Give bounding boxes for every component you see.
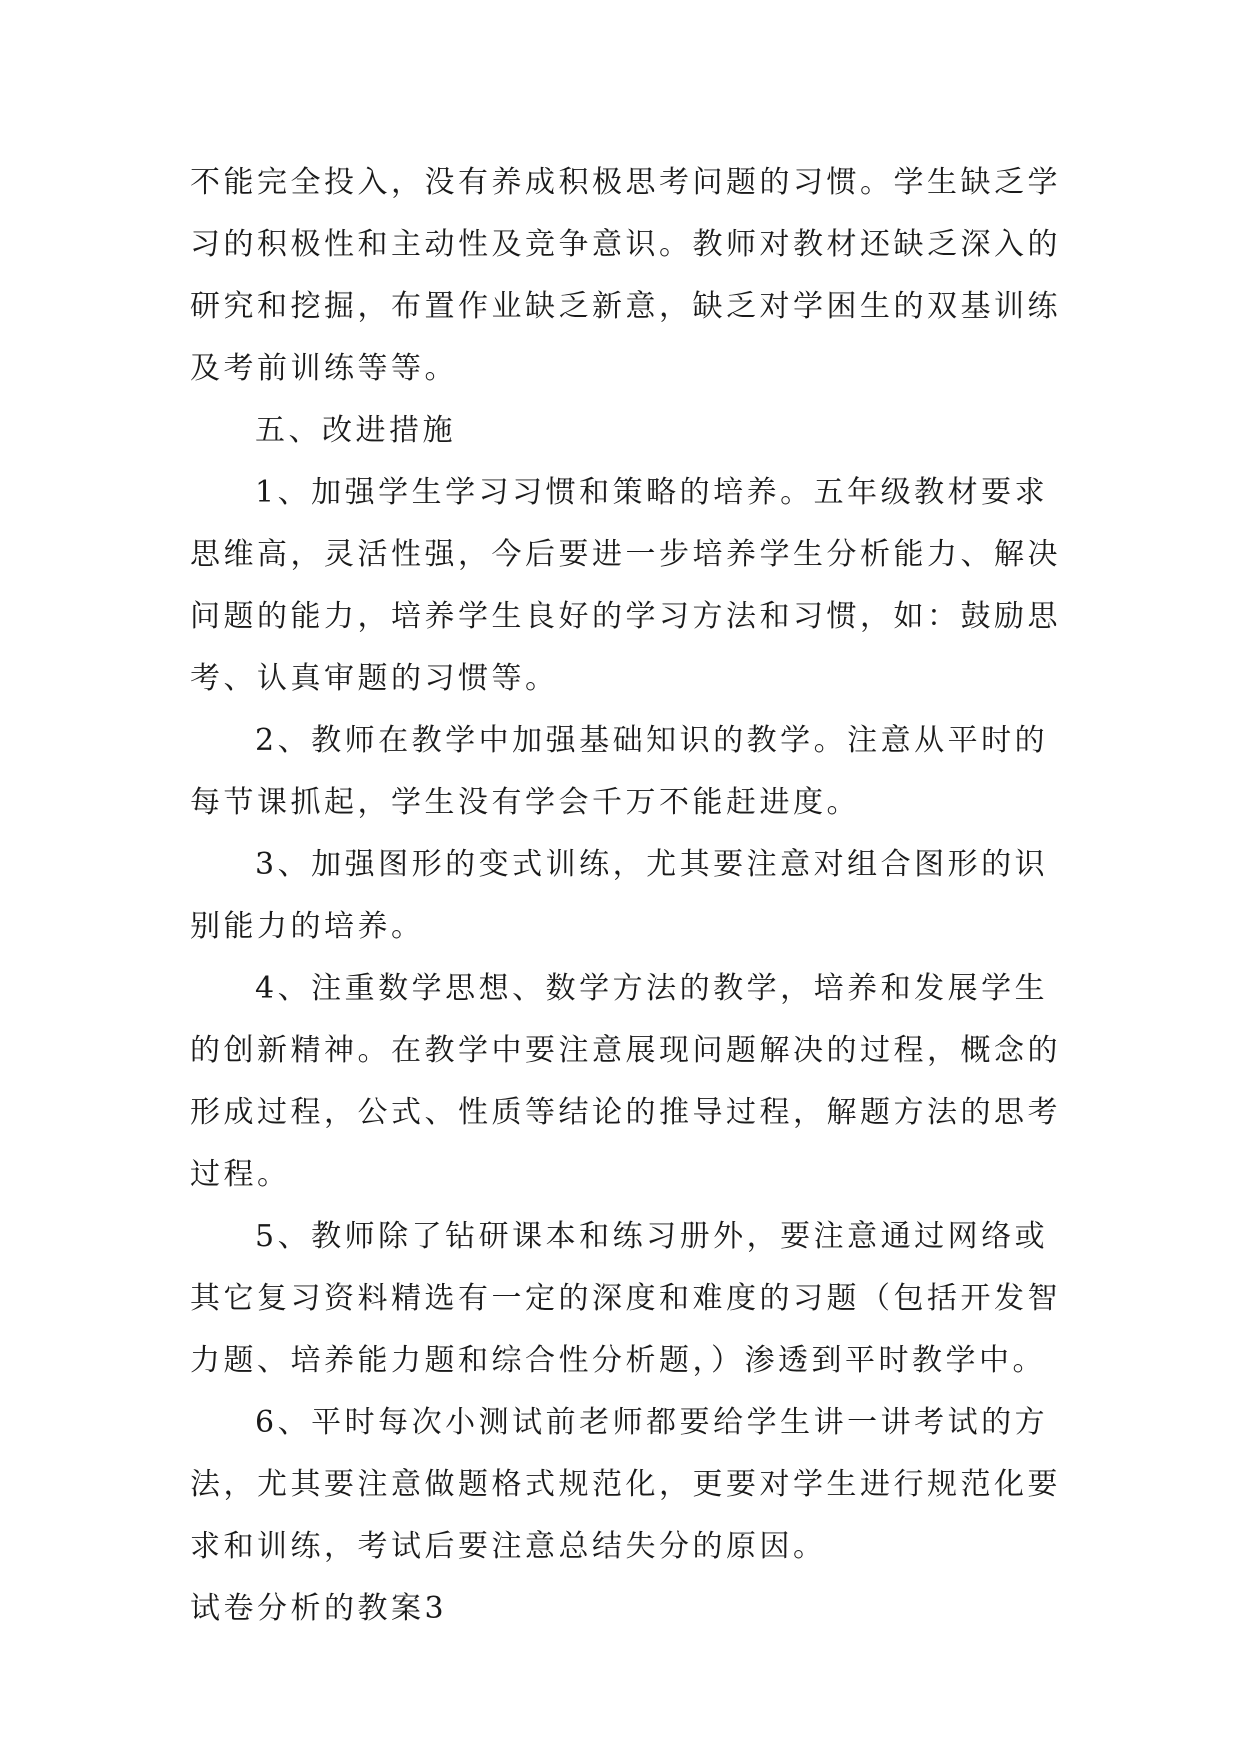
paragraph-line: 考、认真审题的习惯等。 <box>190 661 559 696</box>
paragraph-line: 过程。 <box>190 1157 291 1192</box>
paragraph-line: 及考前训练等等。 <box>190 351 458 386</box>
paragraph-line: 其它复习资料精选有一定的深度和难度的习题（包括开发智 <box>190 1281 1061 1316</box>
paragraph-line: 5、教师除了钻研课本和练习册外，要注意通过网络或 <box>255 1219 1049 1254</box>
paragraph-line: 习的积极性和主动性及竞争意识。教师对教材还缺乏深入的 <box>190 227 1061 262</box>
paragraph-line: 1、加强学生学习习惯和策略的培养。五年级教材要求 <box>255 475 1049 510</box>
paragraph-line: 的创新精神。在教学中要注意展现问题解决的过程，概念的 <box>190 1033 1061 1068</box>
paragraph-line: 4、注重数学思想、数学方法的教学，培养和发展学生 <box>255 971 1049 1006</box>
paragraph-line: 不能完全投入，没有养成积极思考问题的习惯。学生缺乏学 <box>190 165 1061 200</box>
paragraph-line: 问题的能力，培养学生良好的学习方法和习惯，如：鼓励思 <box>190 599 1061 634</box>
paragraph-line: 法，尤其要注意做题格式规范化，更要对学生进行规范化要 <box>190 1467 1061 1502</box>
paragraph-line: 形成过程，公式、性质等结论的推导过程，解题方法的思考 <box>190 1095 1061 1130</box>
paragraph-line: 2、教师在教学中加强基础知识的教学。注意从平时的 <box>255 723 1049 758</box>
paragraph-line: 研究和挖掘，布置作业缺乏新意，缺乏对学困生的双基训练 <box>190 289 1061 324</box>
paragraph-line: 每节课抓起，学生没有学会千万不能赶进度。 <box>190 785 860 820</box>
document-title: 试卷分析的教案3 <box>190 1591 448 1626</box>
section-heading: 五、改进措施 <box>255 413 456 448</box>
paragraph-line: 别能力的培养。 <box>190 909 425 944</box>
paragraph-line: 6、平时每次小测试前老师都要给学生讲一讲考试的方 <box>255 1405 1049 1440</box>
paragraph-line: 求和训练，考试后要注意总结失分的原因。 <box>190 1529 827 1564</box>
paragraph-line: 思维高，灵活性强，今后要进一步培养学生分析能力、解决 <box>190 537 1061 572</box>
paragraph-line: 力题、培养能力题和综合性分析题，）渗透到平时教学中。 <box>190 1343 1046 1378</box>
paragraph-line: 3、加强图形的变式训练，尤其要注意对组合图形的识 <box>255 847 1049 882</box>
